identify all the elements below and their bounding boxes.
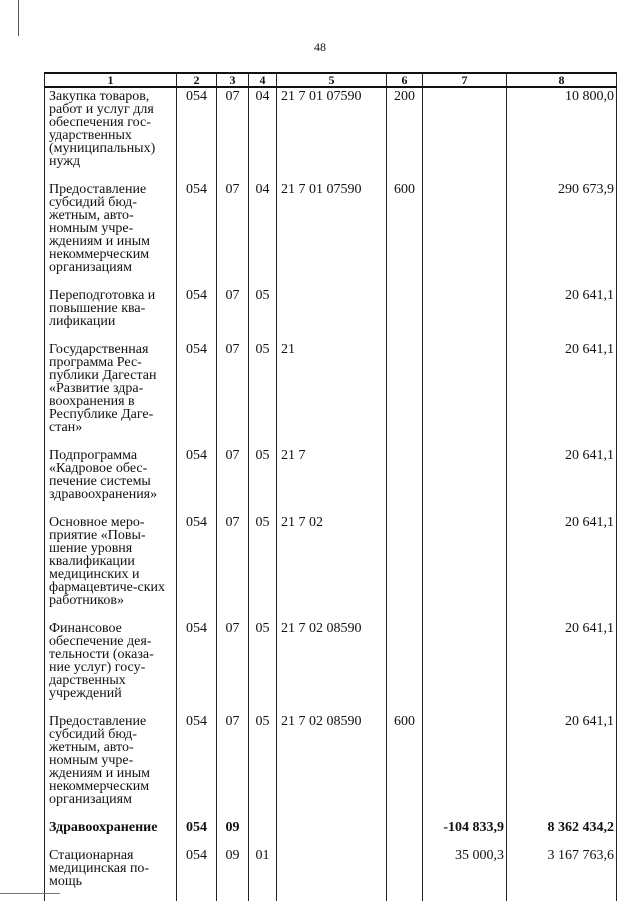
cell-item-name: Предоставление субсидий бюд-жетным, авто-номным учре-ждениям и иным некоммерческим организациям [45,713,177,819]
scan-edge-mark [0,0,19,36]
table-row [45,620,617,713]
cell-ministry-code: 054 [177,620,217,713]
cell-expense-type: 200 [387,87,423,181]
table-row [45,287,617,341]
header-col-5: 5 [277,73,387,87]
header-col-6: 6 [387,73,423,87]
cell-section: 07 [217,447,249,514]
cell-total-amount: 20 641,1 [507,620,617,713]
cell-ministry-code: 054 [177,287,217,341]
header-col-2: 2 [177,73,217,87]
cell-subsection: 04 [249,181,277,287]
cell-total-amount: 8 362 434,2 [507,819,617,847]
cell-expense-type [387,341,423,447]
cell-item-name: Подпрограмма «Кадровое обес-печение системы здравоохранения» [45,447,177,514]
table-header-row [45,73,617,87]
cell-subsection: 05 [249,447,277,514]
cell-change-amount: -104 833,9 [423,819,507,847]
cell-item-name: Закупка товаров, работ и услуг для обеспечения гос-ударственных (муниципальных) нужд [45,87,177,181]
table-row [45,341,617,447]
cell-subsection: 05 [249,287,277,341]
table-row [45,447,617,514]
table-row [45,713,617,819]
cell-change-amount [423,447,507,514]
cell-total-amount: 10 800,0 [507,87,617,181]
cell-section: 07 [217,87,249,181]
header-col-1: 1 [45,73,177,87]
cell-section: 07 [217,620,249,713]
header-col-3: 3 [217,73,249,87]
cell-target-article: 21 7 01 07590 [277,181,387,287]
table-row [45,181,617,287]
cell-total-amount: 290 673,9 [507,181,617,287]
cell-change-amount [423,287,507,341]
cell-expense-type [387,847,423,901]
cell-target-article [277,287,387,341]
table-row [45,514,617,620]
cell-section: 07 [217,514,249,620]
table-row [45,847,617,901]
budget-table [44,72,617,901]
scan-edge-mark-bottom [0,893,60,894]
cell-section: 07 [217,287,249,341]
cell-change-amount [423,181,507,287]
cell-section: 07 [217,713,249,819]
cell-expense-type [387,514,423,620]
cell-item-name: Государственная программа Рес-публики Дагестан «Развитие здра-воохранения в Республике Даге-стан» [45,341,177,447]
cell-ministry-code: 054 [177,341,217,447]
cell-item-name: Предоставление субсидий бюд-жетным, авто-номным учре-ждениям и иным некоммерческим организациям [45,181,177,287]
cell-section: 07 [217,181,249,287]
cell-expense-type: 600 [387,181,423,287]
cell-item-name: Стационарная медицинская по-мощь [45,847,177,901]
cell-target-article: 21 7 02 08590 [277,620,387,713]
cell-item-name: Здравоохранение [45,819,177,847]
cell-change-amount: 35 000,3 [423,847,507,901]
cell-ministry-code: 054 [177,514,217,620]
cell-total-amount: 20 641,1 [507,287,617,341]
cell-target-article: 21 [277,341,387,447]
cell-expense-type: 600 [387,713,423,819]
header-col-7: 7 [423,73,507,87]
cell-expense-type [387,287,423,341]
header-col-8: 8 [507,73,617,87]
cell-section: 09 [217,819,249,847]
cell-target-article [277,847,387,901]
cell-item-name: Переподготовка и повышение ква-лификации [45,287,177,341]
cell-total-amount: 20 641,1 [507,341,617,447]
cell-subsection: 01 [249,847,277,901]
cell-subsection: 05 [249,341,277,447]
cell-ministry-code: 054 [177,819,217,847]
table-row [45,87,617,181]
cell-subsection: 05 [249,620,277,713]
cell-target-article: 21 7 02 08590 [277,713,387,819]
cell-subsection [249,819,277,847]
cell-total-amount: 20 641,1 [507,447,617,514]
table-row [45,819,617,847]
page-number: 48 [314,40,326,54]
cell-total-amount: 20 641,1 [507,713,617,819]
cell-expense-type [387,620,423,713]
cell-change-amount [423,87,507,181]
cell-expense-type [387,447,423,514]
cell-total-amount: 20 641,1 [507,514,617,620]
cell-change-amount [423,713,507,819]
cell-ministry-code: 054 [177,447,217,514]
cell-target-article [277,819,387,847]
cell-change-amount [423,341,507,447]
cell-item-name: Финансовое обеспечение дея-тельности (оказа-ние услуг) госу-дарственных учреждений [45,620,177,713]
cell-section: 09 [217,847,249,901]
cell-item-name: Основное меро-приятие «Повы-шение уровня квалификации медицинских и фармацевтиче-ских работников» [45,514,177,620]
cell-target-article: 21 7 02 [277,514,387,620]
cell-change-amount [423,620,507,713]
cell-subsection: 05 [249,713,277,819]
cell-ministry-code: 054 [177,87,217,181]
cell-subsection: 05 [249,514,277,620]
cell-target-article: 21 7 [277,447,387,514]
cell-change-amount [423,514,507,620]
cell-ministry-code: 054 [177,181,217,287]
cell-expense-type [387,819,423,847]
cell-ministry-code: 054 [177,847,217,901]
cell-section: 07 [217,341,249,447]
cell-total-amount: 3 167 763,6 [507,847,617,901]
header-col-4: 4 [249,73,277,87]
table-body [45,87,617,901]
cell-ministry-code: 054 [177,713,217,819]
cell-target-article: 21 7 01 07590 [277,87,387,181]
cell-subsection: 04 [249,87,277,181]
